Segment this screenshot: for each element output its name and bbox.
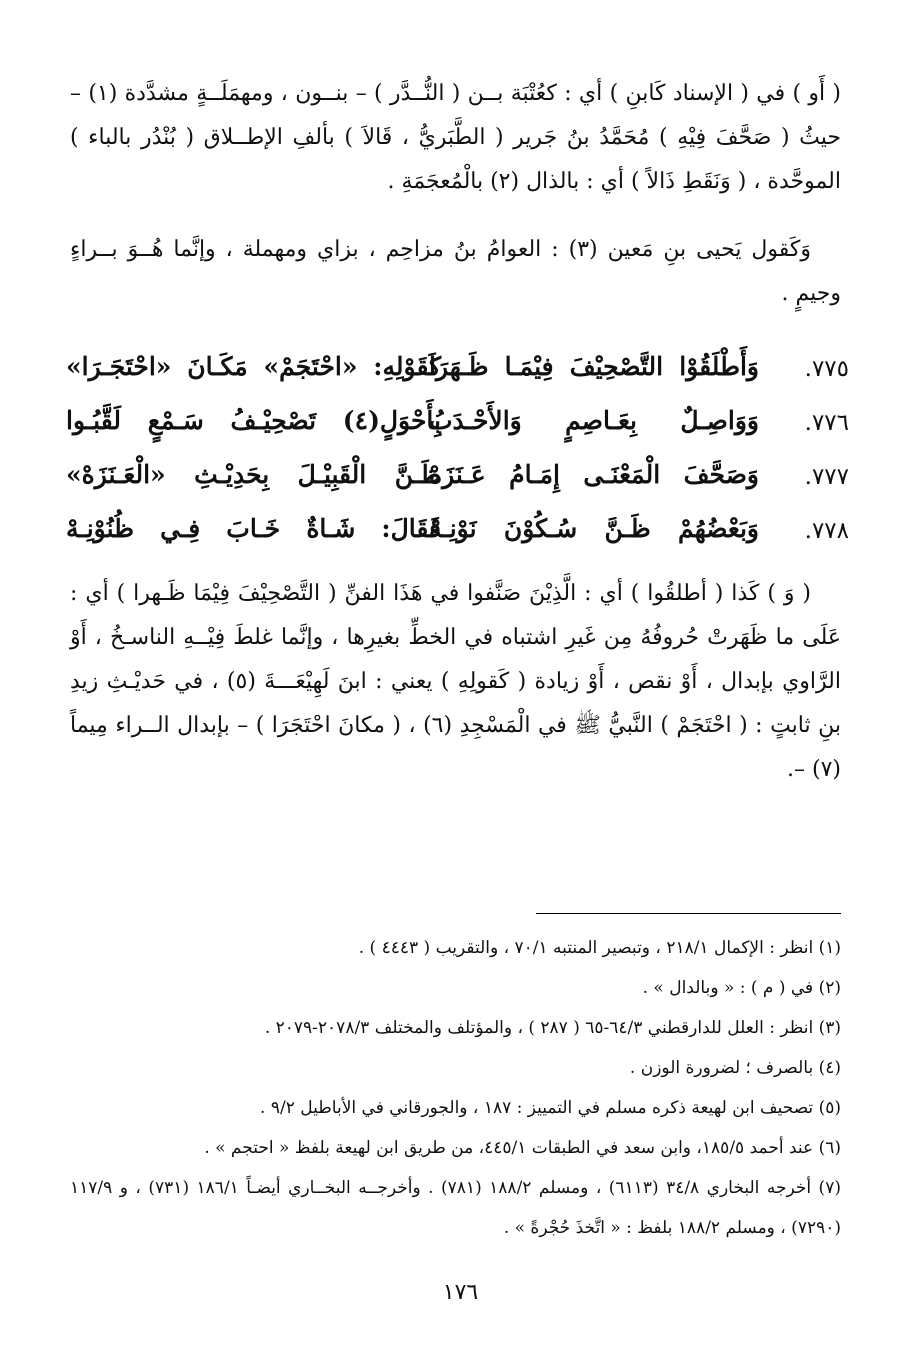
footnote: (١) انظر : الإكمال ٢١٨/١ ، وتبصير المنتبه ٧٠/١ ، والتقريب ( ٤٤٤٣ ) . [358, 938, 841, 958]
verse-number: ٧٧٧. [804, 464, 849, 490]
commentary-paragraph: وَكَقول يَحيى بنِ مَعين (٣) : العوامُ بنُ مزاحِم ، بزاي ومهملة ، وإنَّما هُــوَ بــراءٍ وجيمٍ . [70, 237, 841, 306]
footnote: (٦) عند أحمد ١٨٥/٥، وابن سعد في الطبقات ٤٤٥/١، من طريق ابن لهيعة بلفظ « احتجم » . [204, 1138, 841, 1158]
commentary-paragraph: ( أَو ) في ( الإسناد كَابنِ ) أي : كعُتْبَة بــن ( النُّــدَّر ) – بنــون ، ومهمَلَــةٍ مشدَّدة (١) – حيثُ ( صَحَّفَ فِيْهِ ) مُحَمَّدُ بنُ جَرير ( الطَّبَريُّ ، قَالاَ ) بألفِ الإطــلاق ( بُنْدُر بالباء ) الموحَّدة ، ( وَنَقَطِ ذَالاً ) أي : بالذال (٢) بالْمُعجَمَةِ . [70, 81, 841, 194]
footnote: (٣) انظر : العلل للدارقطني ٦٤/٣-٦٥ ( ٢٨٧ ) ، والمؤتلف والمختلف ٢٠٧٨/٣-٢٠٧٩ . [264, 1018, 841, 1038]
verse-second-hemistich: فَقَالَ: شَـاةٌ خَـابَ فِـي ظُنُوْنِـهْ [66, 514, 441, 543]
poem-verses [66, 350, 849, 566]
verse-first-hemistich: وَصَحَّفَ الْمَعْنَـى إِمَـامُ عَـنَزَهْ [429, 460, 759, 489]
footnote: (٢) في ( م ) : « وبالدال » . [642, 978, 841, 998]
verse-number: ٧٧٥. [804, 356, 849, 382]
verse-line [66, 404, 849, 458]
commentary-paragraph: ( وَ ) كَذا ( أطلقُوا ) أي : الَّذِيْنَ صَنَّفوا في هَذَا الفنِّ ( التَّصْحِيْفَ فِيْمَا ظَـهرا ) أي : عَلَى ما ظَهَرتْ حُروفُهُ مِن غَيرِ اشتباه في الخطِّ بغيرِها ، وإنَّما غلطَ فِيْــهِ الناسـخُ ، أَوْ الرَّاوي بإبدال ، أَوْ نقص ، أَوْ زيادة ( كَقولِهِ ) يعني : ابنَ لَهِيْعَـــةَ (٥) ، في حَديْـثِ زيدِ بنِ ثابتٍ : ( احْتَجَمْ ) النَّبيُّ ﷺ في الْمَسْجِدِ (٦) ، ( مكانَ احْتَجَرَا ) – بإبدال الــراء مِيماً (٧) –. [70, 581, 841, 782]
verse-line [66, 512, 849, 566]
verse-second-hemistich: كَقَوْلِهِ: «احْتَجَمْ» مَكَـانَ «احْتَجَـرَا» [66, 352, 441, 381]
verse-first-hemistich: وَبَعْضُهُمْ ظَـنَّ سُـكُوْنَ نَوْنِـهْ [429, 514, 759, 543]
footnotes [70, 928, 841, 1248]
verse-line [66, 350, 849, 404]
verse-number: ٧٧٨. [804, 518, 849, 544]
verse-second-hemistich: بِأَحْوَلٍ(٤) تَصْحِيْـفُ سَـمْعٍ لَقَّبُـوا [66, 406, 441, 435]
footnote: (٧) أخرجه البخاري ٣٤/٨ (٦١١٣) ، ومسلم ١٨٨/٢ (٧٨١) . وأخرجــه البخــاري أيضـاً ١٨٦/١ (٧٣١) ، و ١١٧/٩ (٧٢٩٠) ، ومسلم ١٨٨/٢ بلفظ : « اتَّخذَ حُجْرةً » . [70, 1178, 841, 1238]
verse-first-hemistich: وَأَطْلَقُوْا التَّصْحِيْفَ فِيْمَـا ظَـهَرَا [429, 352, 759, 381]
footnote-separator [536, 913, 841, 914]
verse-number: ٧٧٦. [804, 410, 849, 436]
footnote: (٥) تصحيف ابن لهيعة ذكره مسلم في التمييز : ١٨٧ ، والجورقاني في الأباطيل ٩/٢ . [260, 1098, 841, 1118]
page-number: ١٧٦ [442, 1280, 479, 1305]
footnote: (٤) بالصرف ؛ لضرورة الوزن . [629, 1058, 841, 1078]
verse-second-hemistich: ظَـنَّ الْقَبِيْـلَ بِحَدِيْـثِ «الْعَـنَزَهْ» [66, 460, 441, 489]
verse-line [66, 458, 849, 512]
verse-first-hemistich: وَوَاصِـلٌ بِعَـاصِمٍ وَالأَحْـدَبُ [429, 406, 759, 435]
